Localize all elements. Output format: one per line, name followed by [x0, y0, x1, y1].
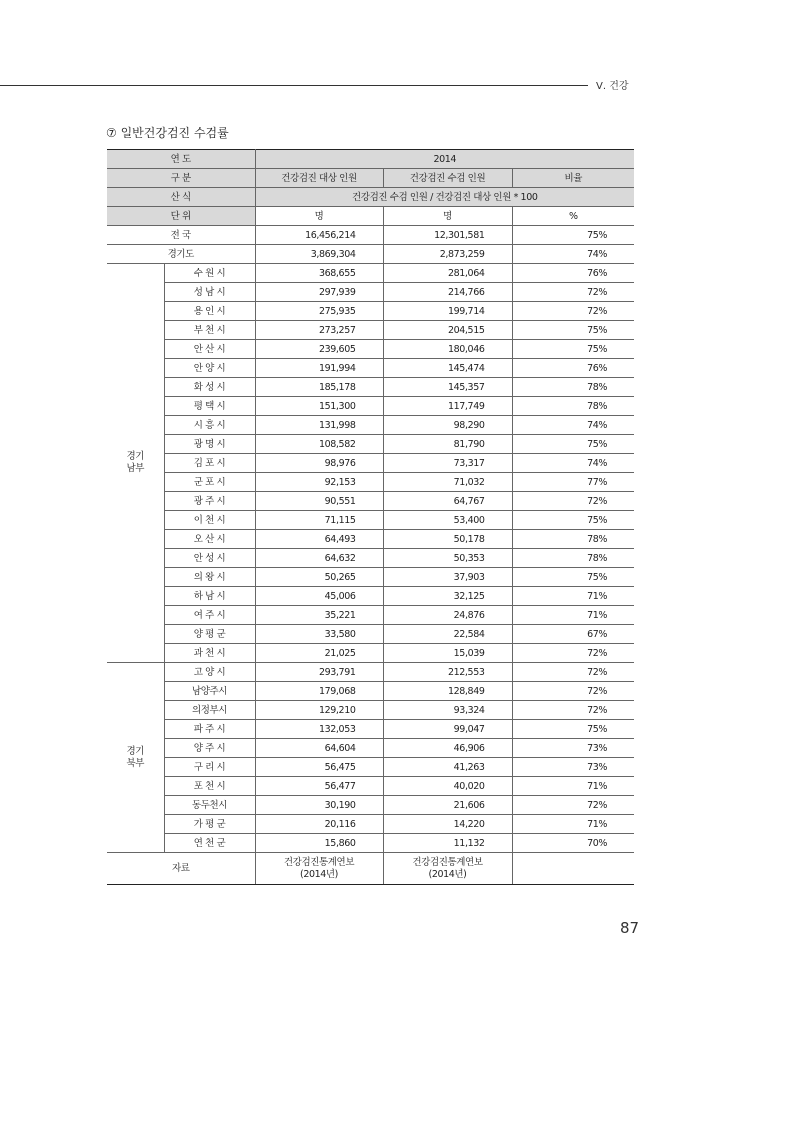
table-row: [107, 625, 634, 644]
header-rule: [0, 85, 588, 86]
table-row: [107, 321, 634, 340]
table-row: [107, 777, 634, 796]
rate-value: 78%: [512, 378, 634, 397]
source-cell: 건강검진통계연보 (2014년): [383, 853, 512, 885]
examined-count: 99,047: [383, 720, 512, 739]
city-name: 가 평 군: [164, 815, 255, 834]
city-name: 양 주 시: [164, 739, 255, 758]
rate-value: 76%: [512, 359, 634, 378]
examined-count: 81,790: [383, 435, 512, 454]
city-name: 동두천시: [164, 796, 255, 815]
source-cell: 건강검진통계연보 (2014년): [255, 853, 383, 885]
category-row: [107, 169, 634, 188]
table-row: [107, 245, 634, 264]
target-count: 16,456,214: [255, 226, 383, 245]
table-row: [107, 739, 634, 758]
examined-count: 204,515: [383, 321, 512, 340]
city-name: 파 주 시: [164, 720, 255, 739]
city-name: 광 명 시: [164, 435, 255, 454]
city-name: 수 원 시: [164, 264, 255, 283]
rate-value: 72%: [512, 682, 634, 701]
rate-value: 74%: [512, 454, 634, 473]
city-name: 안 산 시: [164, 340, 255, 359]
examined-count: 145,357: [383, 378, 512, 397]
examined-count: 117,749: [383, 397, 512, 416]
table-row: [107, 473, 634, 492]
rate-value: 74%: [512, 416, 634, 435]
rate-value: 75%: [512, 568, 634, 587]
unit-target: 명: [255, 207, 383, 226]
source-cell: [512, 853, 634, 885]
city-name: 광 주 시: [164, 492, 255, 511]
rate-value: 75%: [512, 435, 634, 454]
examined-count: 41,263: [383, 758, 512, 777]
rate-value: 77%: [512, 473, 634, 492]
table-row: [107, 264, 634, 283]
examined-count: 40,020: [383, 777, 512, 796]
target-count: 35,221: [255, 606, 383, 625]
rate-value: 78%: [512, 530, 634, 549]
table-row: [107, 454, 634, 473]
target-count: 45,006: [255, 587, 383, 606]
region-name: 경기도: [107, 245, 255, 264]
source-row: [107, 853, 634, 885]
table-row: [107, 644, 634, 663]
table-row: [107, 359, 634, 378]
table-row: [107, 720, 634, 739]
table-row: [107, 283, 634, 302]
table-row: [107, 549, 634, 568]
examined-count: 14,220: [383, 815, 512, 834]
target-count: 297,939: [255, 283, 383, 302]
target-count: 108,582: [255, 435, 383, 454]
table-row: [107, 530, 634, 549]
target-count: 56,475: [255, 758, 383, 777]
examined-count: 281,064: [383, 264, 512, 283]
examined-count: 50,178: [383, 530, 512, 549]
region-group-label: 경기 남부: [107, 264, 164, 663]
rate-value: 71%: [512, 587, 634, 606]
city-name: 시 흥 시: [164, 416, 255, 435]
rate-value: 72%: [512, 492, 634, 511]
year-label: 연 도: [107, 150, 255, 169]
examined-count: 64,767: [383, 492, 512, 511]
target-count: 275,935: [255, 302, 383, 321]
target-count: 20,116: [255, 815, 383, 834]
target-count: 239,605: [255, 340, 383, 359]
target-count: 33,580: [255, 625, 383, 644]
checkup-rate-table: [107, 149, 634, 885]
region-group-label: 경기 북부: [107, 663, 164, 853]
rate-value: 74%: [512, 245, 634, 264]
rate-value: 72%: [512, 302, 634, 321]
examined-count: 32,125: [383, 587, 512, 606]
table-row: [107, 682, 634, 701]
rate-value: 71%: [512, 815, 634, 834]
category-label: 구 분: [107, 169, 255, 188]
table-row: [107, 492, 634, 511]
rate-value: 75%: [512, 226, 634, 245]
rate-value: 73%: [512, 758, 634, 777]
target-count: 185,178: [255, 378, 383, 397]
examined-count: 21,606: [383, 796, 512, 815]
source-label: 자료: [107, 853, 255, 885]
city-name: 용 인 시: [164, 302, 255, 321]
target-count: 92,153: [255, 473, 383, 492]
city-name: 남양주시: [164, 682, 255, 701]
table-row: [107, 511, 634, 530]
examined-count: 2,873,259: [383, 245, 512, 264]
table-row: [107, 340, 634, 359]
target-count: 64,632: [255, 549, 383, 568]
year-row: [107, 150, 634, 169]
examined-count: 98,290: [383, 416, 512, 435]
formula-row: [107, 188, 634, 207]
rate-value: 75%: [512, 321, 634, 340]
target-count: 191,994: [255, 359, 383, 378]
table-row: [107, 302, 634, 321]
unit-row: [107, 207, 634, 226]
target-count: 293,791: [255, 663, 383, 682]
city-name: 포 천 시: [164, 777, 255, 796]
examined-count: 15,039: [383, 644, 512, 663]
table-row: [107, 435, 634, 454]
examined-count: 73,317: [383, 454, 512, 473]
city-name: 양 평 군: [164, 625, 255, 644]
examined-count: 50,353: [383, 549, 512, 568]
column-header-examined: 건강검진 수검 인원: [383, 169, 512, 188]
unit-examined: 명: [383, 207, 512, 226]
city-name: 이 천 시: [164, 511, 255, 530]
chapter-header: Ⅴ. 건강: [596, 81, 629, 92]
target-count: 129,210: [255, 701, 383, 720]
city-name: 오 산 시: [164, 530, 255, 549]
unit-label: 단 위: [107, 207, 255, 226]
city-name: 연 천 군: [164, 834, 255, 853]
target-count: 98,976: [255, 454, 383, 473]
table-row: [107, 397, 634, 416]
formula-text: 건강검진 수검 인원 / 건강검진 대상 인원 * 100: [255, 188, 634, 207]
table-row: [107, 226, 634, 245]
target-count: 3,869,304: [255, 245, 383, 264]
target-count: 21,025: [255, 644, 383, 663]
target-count: 368,655: [255, 264, 383, 283]
target-count: 64,604: [255, 739, 383, 758]
rate-value: 75%: [512, 720, 634, 739]
table-row: [107, 815, 634, 834]
examined-count: 37,903: [383, 568, 512, 587]
target-count: 30,190: [255, 796, 383, 815]
target-count: 71,115: [255, 511, 383, 530]
city-name: 군 포 시: [164, 473, 255, 492]
examined-count: 145,474: [383, 359, 512, 378]
column-header-rate: 비율: [512, 169, 634, 188]
region-name: 전 국: [107, 226, 255, 245]
table-row: [107, 663, 634, 682]
city-name: 부 천 시: [164, 321, 255, 340]
rate-value: 72%: [512, 701, 634, 720]
city-name: 의 왕 시: [164, 568, 255, 587]
examined-count: 11,132: [383, 834, 512, 853]
rate-value: 73%: [512, 739, 634, 758]
target-count: 64,493: [255, 530, 383, 549]
target-count: 56,477: [255, 777, 383, 796]
examined-count: 12,301,581: [383, 226, 512, 245]
examined-count: 212,553: [383, 663, 512, 682]
city-name: 평 택 시: [164, 397, 255, 416]
rate-value: 75%: [512, 511, 634, 530]
rate-value: 72%: [512, 283, 634, 302]
rate-value: 67%: [512, 625, 634, 644]
table-row: [107, 758, 634, 777]
city-name: 구 리 시: [164, 758, 255, 777]
rate-value: 76%: [512, 264, 634, 283]
rate-value: 75%: [512, 340, 634, 359]
table-row: [107, 606, 634, 625]
target-count: 273,257: [255, 321, 383, 340]
target-count: 132,053: [255, 720, 383, 739]
table-row: [107, 834, 634, 853]
city-name: 과 천 시: [164, 644, 255, 663]
table-row: [107, 701, 634, 720]
examined-count: 71,032: [383, 473, 512, 492]
table-row: [107, 568, 634, 587]
page-number: 87: [620, 919, 640, 937]
rate-value: 71%: [512, 606, 634, 625]
examined-count: 53,400: [383, 511, 512, 530]
rate-value: 78%: [512, 397, 634, 416]
city-name: 안 양 시: [164, 359, 255, 378]
rate-value: 71%: [512, 777, 634, 796]
city-name: 의정부시: [164, 701, 255, 720]
rate-value: 72%: [512, 796, 634, 815]
table-row: [107, 796, 634, 815]
city-name: 여 주 시: [164, 606, 255, 625]
examined-count: 24,876: [383, 606, 512, 625]
table-row: [107, 378, 634, 397]
examined-count: 93,324: [383, 701, 512, 720]
unit-rate: %: [512, 207, 634, 226]
city-name: 안 성 시: [164, 549, 255, 568]
city-name: 하 남 시: [164, 587, 255, 606]
target-count: 15,860: [255, 834, 383, 853]
city-name: 성 남 시: [164, 283, 255, 302]
formula-label: 산 식: [107, 188, 255, 207]
city-name: 김 포 시: [164, 454, 255, 473]
rate-value: 72%: [512, 663, 634, 682]
city-name: 화 성 시: [164, 378, 255, 397]
target-count: 50,265: [255, 568, 383, 587]
city-name: 고 양 시: [164, 663, 255, 682]
target-count: 90,551: [255, 492, 383, 511]
year-value: 2014: [255, 150, 634, 169]
examined-count: 214,766: [383, 283, 512, 302]
examined-count: 22,584: [383, 625, 512, 644]
rate-value: 72%: [512, 644, 634, 663]
column-header-target: 건강검진 대상 인원: [255, 169, 383, 188]
target-count: 179,068: [255, 682, 383, 701]
table-row: [107, 587, 634, 606]
examined-count: 46,906: [383, 739, 512, 758]
rate-value: 78%: [512, 549, 634, 568]
examined-count: 180,046: [383, 340, 512, 359]
examined-count: 199,714: [383, 302, 512, 321]
target-count: 151,300: [255, 397, 383, 416]
target-count: 131,998: [255, 416, 383, 435]
examined-count: 128,849: [383, 682, 512, 701]
section-title: ⑦ 일반건강검진 수검률: [106, 126, 229, 140]
rate-value: 70%: [512, 834, 634, 853]
table-row: [107, 416, 634, 435]
